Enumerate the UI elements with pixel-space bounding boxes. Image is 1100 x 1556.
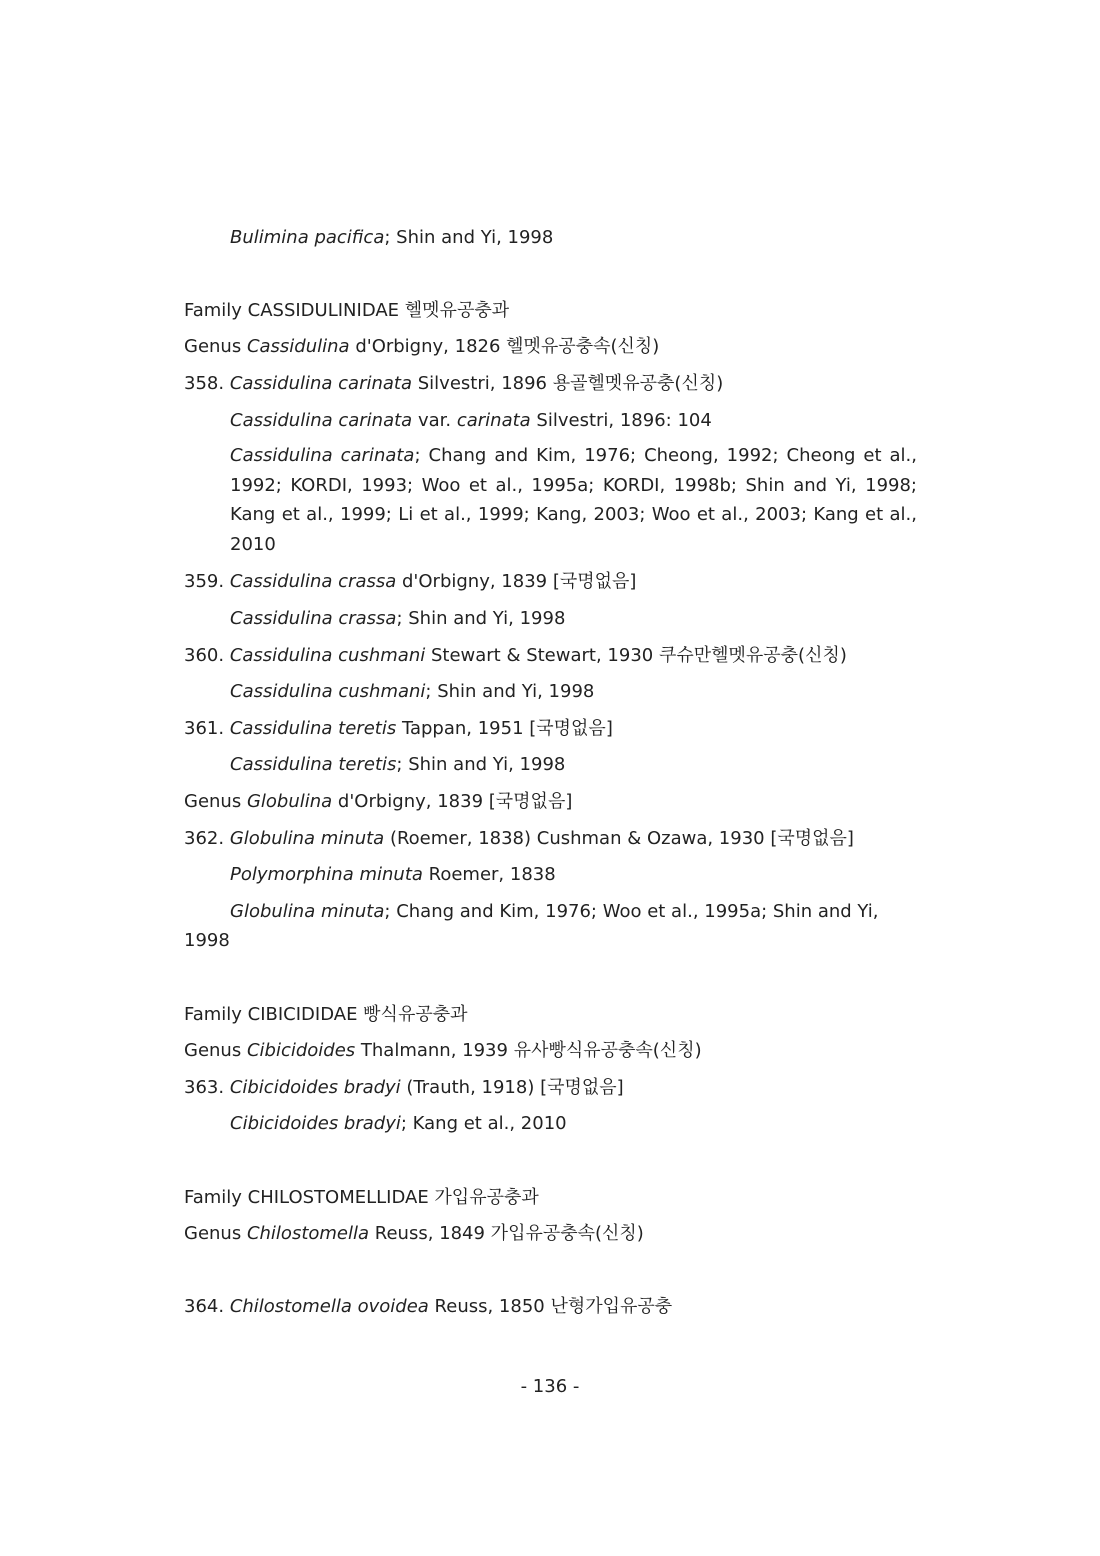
text-segment: 359. xyxy=(184,571,230,592)
text-segment: 1998 xyxy=(184,930,230,951)
taxon-name: Cassidulina teretis xyxy=(230,754,397,775)
reference-line xyxy=(230,753,565,777)
text-segment: ; Shin and Yi, 1998 xyxy=(384,227,554,248)
reference-line xyxy=(230,607,565,631)
taxon-name: carinata xyxy=(456,410,531,431)
family-heading xyxy=(184,1186,539,1210)
taxon-name: Cassidulina crassa xyxy=(230,608,397,629)
text-segment: 362. xyxy=(184,828,230,849)
text-segment: Genus xyxy=(184,791,247,812)
reference-line-continued xyxy=(184,929,230,953)
species-entry xyxy=(184,1295,672,1319)
family-heading xyxy=(184,1003,468,1027)
text-segment: Family CASSIDULINIDAE 헬멧유공충과 xyxy=(184,300,510,321)
text-segment: Roemer, 1838 xyxy=(422,864,556,885)
taxon-name: Cibicidoides bradyi xyxy=(230,1113,401,1134)
text-segment: Family CIBICIDIDAE 빵식유공충과 xyxy=(184,1004,468,1025)
synonym-line xyxy=(230,863,556,887)
taxon-name: Cassidulina teretis xyxy=(229,718,397,739)
text-segment: 358. xyxy=(184,373,230,394)
text-segment: d'Orbigny, 1839 [국명없음] xyxy=(332,791,573,812)
text-segment: 363. xyxy=(184,1077,230,1098)
reference-line xyxy=(230,226,553,250)
taxon-name: Cassidulina xyxy=(246,336,350,357)
taxon-name: Cassidulina crassa xyxy=(229,571,397,592)
text-segment: (Roemer, 1838) Cushman & Ozawa, 1930 [국명없음] xyxy=(384,828,854,849)
text-segment: Family CHILOSTOMELLIDAE 가입유공충과 xyxy=(184,1187,539,1208)
species-entry xyxy=(184,827,854,851)
synonym-line xyxy=(230,409,712,433)
text-segment: Genus xyxy=(184,1223,247,1244)
text-segment: Tappan, 1951 [국명없음] xyxy=(396,718,613,739)
taxon-name: Chilostomella ovoidea xyxy=(229,1296,429,1317)
text-segment: ; Shin and Yi, 1998 xyxy=(396,608,566,629)
text-segment: Genus xyxy=(184,1040,247,1061)
text-segment: Silvestri, 1896 용골헬멧유공충(신칭) xyxy=(412,373,724,394)
text-segment: (Trauth, 1918) [국명없음] xyxy=(400,1077,624,1098)
text-segment: Silvestri, 1896: 104 xyxy=(530,410,712,431)
taxon-name: Cassidulina cushmani xyxy=(230,681,426,702)
taxon-name: Cassidulina carinata xyxy=(230,445,415,466)
text-segment: ; Chang and Kim, 1976; Woo et al., 1995a; Shin and Yi, xyxy=(384,901,879,922)
genus-heading xyxy=(184,790,572,814)
genus-heading xyxy=(184,1039,702,1063)
taxon-name: Polymorphina minuta xyxy=(230,864,423,885)
species-entry xyxy=(184,644,847,668)
taxon-name: Cassidulina carinata xyxy=(229,373,413,394)
taxon-name: Globulina xyxy=(246,791,333,812)
text-segment: var. xyxy=(412,410,457,431)
text-segment: Reuss, 1849 가입유공충속(신칭) xyxy=(369,1223,644,1244)
genus-heading xyxy=(184,335,659,359)
species-entry xyxy=(184,717,613,741)
text-segment: Thalmann, 1939 유사빵식유공충속(신칭) xyxy=(355,1040,702,1061)
genus-heading xyxy=(184,1222,644,1246)
species-entry xyxy=(184,1076,624,1100)
taxon-name: Cibicidoides xyxy=(246,1040,356,1061)
text-segment: d'Orbigny, 1826 헬멧유공충속(신칭) xyxy=(349,336,660,357)
reference-paragraph xyxy=(230,441,917,559)
text-segment: Stewart & Stewart, 1930 쿠슈만헬멧유공충(신칭) xyxy=(425,645,847,666)
text-segment: Reuss, 1850 난형가입유공충 xyxy=(428,1296,673,1317)
text-segment: ; Shin and Yi, 1998 xyxy=(425,681,595,702)
taxon-name: Chilostomella xyxy=(246,1223,370,1244)
text-segment: ; Shin and Yi, 1998 xyxy=(396,754,566,775)
text-segment: ; Chang and Kim, 1976; Cheong, 1992; Cheong et al., 1992; KORDI, 1993; Woo et al., 1995a; KORDI, 1998b; Shin and Yi, 1998; Kang et al., 1999; Li et al., 1999; Kang, 2003; Woo et al., 2003; Kang et al., 2010 xyxy=(230,445,917,555)
text-segment: ; Kang et al., 2010 xyxy=(400,1113,567,1134)
reference-line xyxy=(230,900,879,924)
text-segment: d'Orbigny, 1839 [국명없음] xyxy=(396,571,637,592)
text-segment: 364. xyxy=(184,1296,230,1317)
taxon-name: Cassidulina cushmani xyxy=(229,645,426,666)
text-segment: 360. xyxy=(184,645,230,666)
taxon-name: Cibicidoides bradyi xyxy=(229,1077,401,1098)
text-segment: Genus xyxy=(184,336,247,357)
species-entry xyxy=(184,570,636,594)
species-entry xyxy=(184,372,723,396)
taxon-name: Cassidulina carinata xyxy=(230,410,413,431)
reference-line xyxy=(230,680,594,704)
taxon-name: Globulina minuta xyxy=(229,828,385,849)
taxon-name: Globulina minuta xyxy=(230,901,385,922)
family-heading xyxy=(184,299,509,323)
taxon-name: Bulimina pacifica xyxy=(230,227,385,248)
reference-line xyxy=(230,1112,567,1136)
text-segment: 361. xyxy=(184,718,230,739)
page-number: - 136 - xyxy=(520,1376,580,1397)
